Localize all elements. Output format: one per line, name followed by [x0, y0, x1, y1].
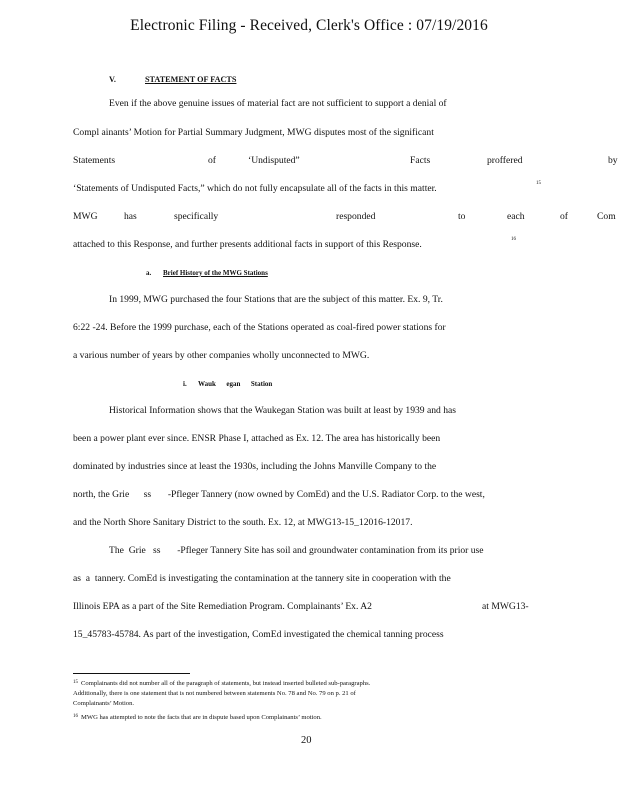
- para1-line5-w7: of: [560, 211, 568, 222]
- section-number: V.: [109, 75, 116, 84]
- para4-line2: as a tannery. ComEd is investigating the contamination at the tannery site in cooperation with the: [73, 573, 451, 584]
- para1-line3-w5: proffered: [487, 155, 523, 166]
- para1-line3-w1: Statements: [73, 155, 116, 166]
- footnote-ref-15: 15: [536, 181, 541, 186]
- footnote-15-line1: Complainants did not number all of the paragraph of statements, but instead inserted bulleted sub-paragraphs.: [81, 680, 371, 687]
- para2-line2: 6:22 -24. Before the 1999 purchase, each of the Stations operated as coal-fired power stations for: [73, 322, 446, 333]
- para4-line3a: Illinois EPA as a part of the Site Remediation Program. Complainants’ Ex. A2: [73, 601, 372, 612]
- para1-line6: attached to this Response, and further presents additional facts in support of this Response.: [73, 239, 422, 250]
- subsection-a-title: Brief History of the MWG Stations: [163, 269, 268, 277]
- para1-line5-w8: Com: [597, 211, 616, 222]
- para1-line3-w3: ‘Undisputed”: [248, 155, 300, 166]
- para3-line5: and the North Shore Sanitary District to the south. Ex. 12, at MWG13-15_12016-12017.: [73, 517, 413, 528]
- filing-header: Electronic Filing - Received, Clerk's Office : 07/19/2016: [130, 17, 488, 34]
- para1-line5-w1: MWG: [73, 211, 98, 222]
- para1-line3-w2: of: [208, 155, 216, 166]
- para1-line4: ‘Statements of Undisputed Facts,” which do not fully encapsulate all of the facts in this matter.: [73, 183, 437, 194]
- footnote-15-line2: Additionally, there is one statement that is not numbered between statements No. 78 and No. 79 on p. 21 of: [73, 690, 356, 697]
- para3-line1: Historical Information shows that the Waukegan Station was built at least by 1939 and has: [109, 405, 457, 416]
- footnote-15-number: 15: [73, 680, 78, 685]
- para4-line1: The Grie ss -Pfleger Tannery Site has soil and groundwater contamination from its prior use: [109, 545, 484, 556]
- para1-line3-w4: Facts: [410, 155, 431, 166]
- para3-line2: been a power plant ever since. ENSR Phase I, attached as Ex. 12. The area has historically been: [73, 433, 441, 444]
- footnote-15-line3: Complainants’ Motion.: [73, 700, 135, 707]
- para1-line5-w5: to: [458, 211, 466, 222]
- para1-line5-w2: has: [124, 211, 137, 222]
- para1-line5-w3: specifically: [174, 211, 219, 222]
- para1-line5-w4: responded: [336, 211, 376, 222]
- para1-line5-w6: each: [507, 211, 525, 222]
- subsection-i-title: Wauk egan Station: [198, 380, 273, 388]
- para3-line4: north, the Grie ss -Pfleger Tannery (now owned by ComEd) and the U.S. Radiator Corp. to the west,: [73, 489, 485, 500]
- footnote-ref-16: 16: [511, 237, 516, 242]
- para1-line1: Even if the above genuine issues of material fact are not sufficient to support a denial of: [109, 98, 447, 109]
- subsection-i-label: i.: [183, 380, 187, 388]
- subsection-a-label: a.: [146, 269, 152, 277]
- page-number: 20: [301, 735, 312, 746]
- para2-line3: a various number of years by other companies wholly unconnected to MWG.: [73, 350, 370, 361]
- footnote-separator: [73, 673, 190, 674]
- footnote-16-number: 16: [73, 714, 78, 719]
- para2-line1: In 1999, MWG purchased the four Stations that are the subject of this matter. Ex. 9, Tr.: [109, 294, 443, 305]
- para1-line3-w6: by: [608, 155, 618, 166]
- section-title: STATEMENT OF FACTS: [145, 75, 237, 84]
- para3-line3: dominated by industries since at least the 1930s, including the Johns Manville Company to the: [73, 461, 437, 472]
- footnote-16-line1: MWG has attempted to note the facts that are in dispute based upon Complainants’ motion.: [81, 714, 322, 721]
- para4-line3b: at MWG13-: [482, 601, 529, 612]
- para4-line4: 15_45783-45784. As part of the investigation, ComEd investigated the chemical tanning process: [73, 629, 444, 640]
- para1-line2: Compl ainants’ Motion for Partial Summary Judgment, MWG disputes most of the significant: [73, 127, 434, 138]
